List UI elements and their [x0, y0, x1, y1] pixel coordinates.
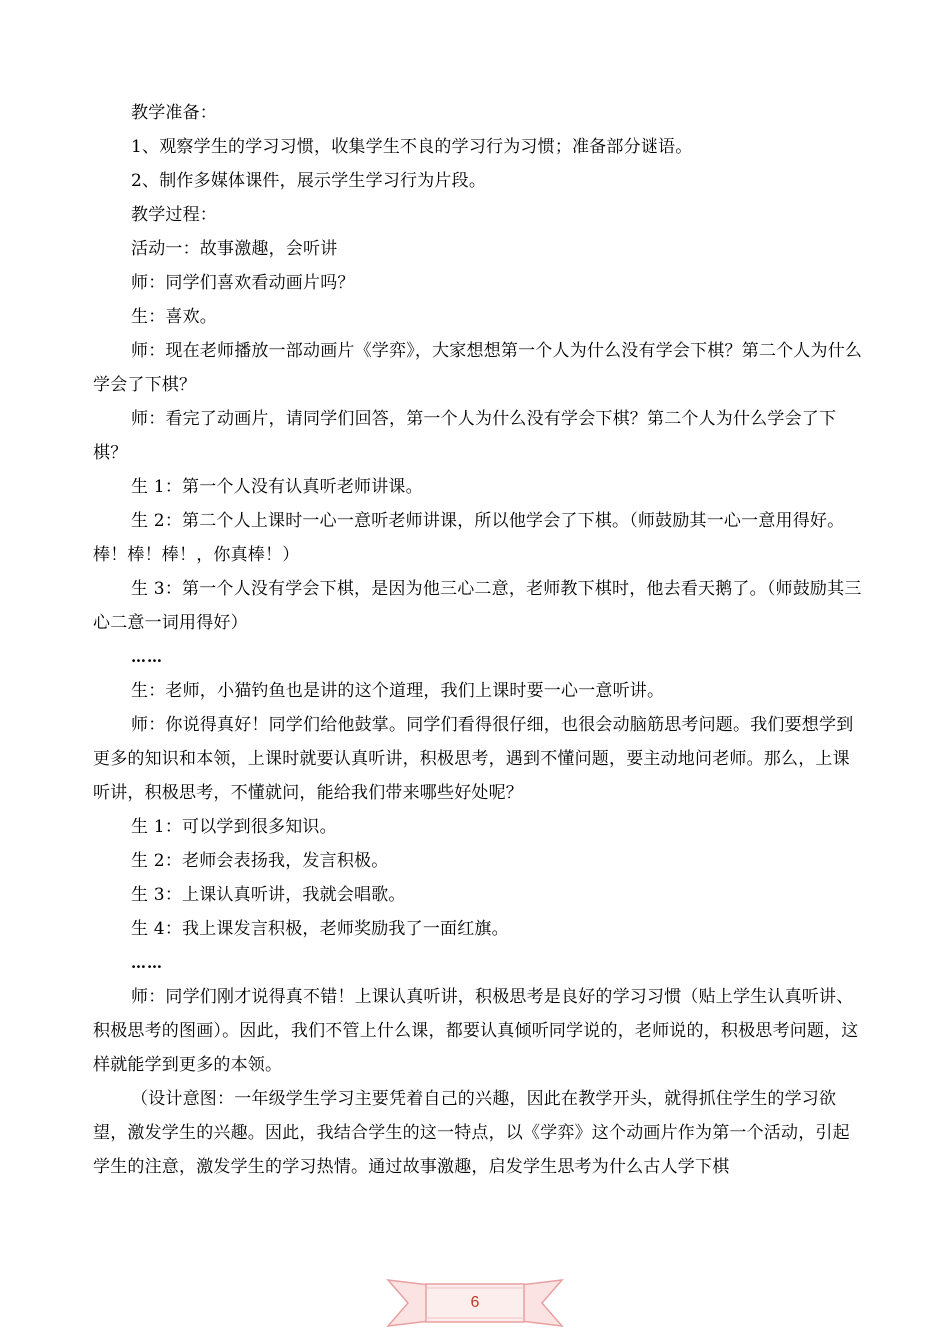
paragraph-dialogue: 生 3：第一个人没有学会下棋，是因为他三心二意，老师教下棋时，他去看天鹅了。（师鼓励其三心二意一词用得好）: [93, 579, 862, 633]
ellipsis-line: ……: [131, 954, 163, 972]
paragraph-prep-item-1: 1、观察学生的学习习惯，收集学生不良的学习行为习惯；准备部分谜语。: [131, 137, 693, 157]
paragraph-dialogue: 生 2：第二个人上课时一心一意听老师讲课，所以他学会了下棋。（师鼓励其一心一意用得好。棒！棒！棒！，你真棒！）: [93, 511, 845, 565]
ellipsis-line: ……: [131, 648, 163, 666]
paragraph-dialogue: 生：喜欢。: [131, 307, 217, 327]
paragraph-dialogue: 师：同学们喜欢看动画片吗？: [131, 273, 355, 293]
page-number: 6: [470, 1294, 480, 1311]
paragraph-dialogue: 师：看完了动画片，请同学们回答，第一个人为什么没有学会下棋？第二个人为什么学会了下棋？: [93, 409, 837, 463]
paragraph-activity-one: 活动一：故事激趣，会听讲: [131, 239, 338, 259]
paragraph-dialogue: 生 4：我上课发言积极，老师奖励我了一面红旗。: [131, 919, 509, 939]
paragraph-dialogue: 生 2：老师会表扬我，发言积极。: [131, 851, 389, 871]
paragraph-dialogue: 师：现在老师播放一部动画片《学弈》，大家想想第一个人为什么没有学会下棋？第二个人为什么学会了下棋？: [93, 341, 863, 395]
paragraph-teaching-prep-heading: 教学准备：: [131, 103, 217, 123]
document-body: [93, 96, 863, 1184]
paragraph-dialogue: 生：老师，小猫钓鱼也是讲的这个道理，我们上课时要一心一意听讲。: [131, 681, 665, 701]
paragraph-design-intent: （设计意图：一年级学生学习主要凭着自己的兴趣，因此在教学开头，就得抓住学生的学习欲望，激发学生的兴趣。因此，我结合学生的这一特点，以《学弈》这个动画片作为第一个活动，引起学生的注意，激发学生的学习热情。通过故事激趣，启发学生思考为什么古人学下棋: [93, 1089, 850, 1177]
page-number-ribbon: [386, 1270, 564, 1332]
paragraph-dialogue: 生 1：可以学到很多知识。: [131, 817, 337, 837]
paragraph-dialogue: 师：你说得真好！同学们给他鼓掌。同学们看得很仔细，也很会动脑筋思考问题。我们要想学到更多的知识和本领，上课时就要认真听讲，积极思考，遇到不懂问题，要主动地问老师。那么，上课听讲，积极思考，不懂就问，能给我们带来哪些好处呢？: [93, 715, 854, 803]
paragraph-dialogue: 生 1：第一个人没有认真听老师讲课。: [131, 477, 423, 497]
paragraph-dialogue: 生 3：上课认真听讲，我就会唱歌。: [131, 885, 406, 905]
paragraph-teaching-process-heading: 教学过程：: [131, 205, 217, 225]
paragraph-prep-item-2: 2、制作多媒体课件，展示学生学习行为片段。: [131, 171, 487, 191]
paragraph-dialogue: 师：同学们刚才说得真不错！上课认真听讲，积极思考是良好的学习习惯（贴上学生认真听讲、积极思考的图画）。因此，我们不管上什么课，都要认真倾听同学说的，老师说的，积极思考问题，这样就能学到更多的本领。: [93, 987, 859, 1075]
